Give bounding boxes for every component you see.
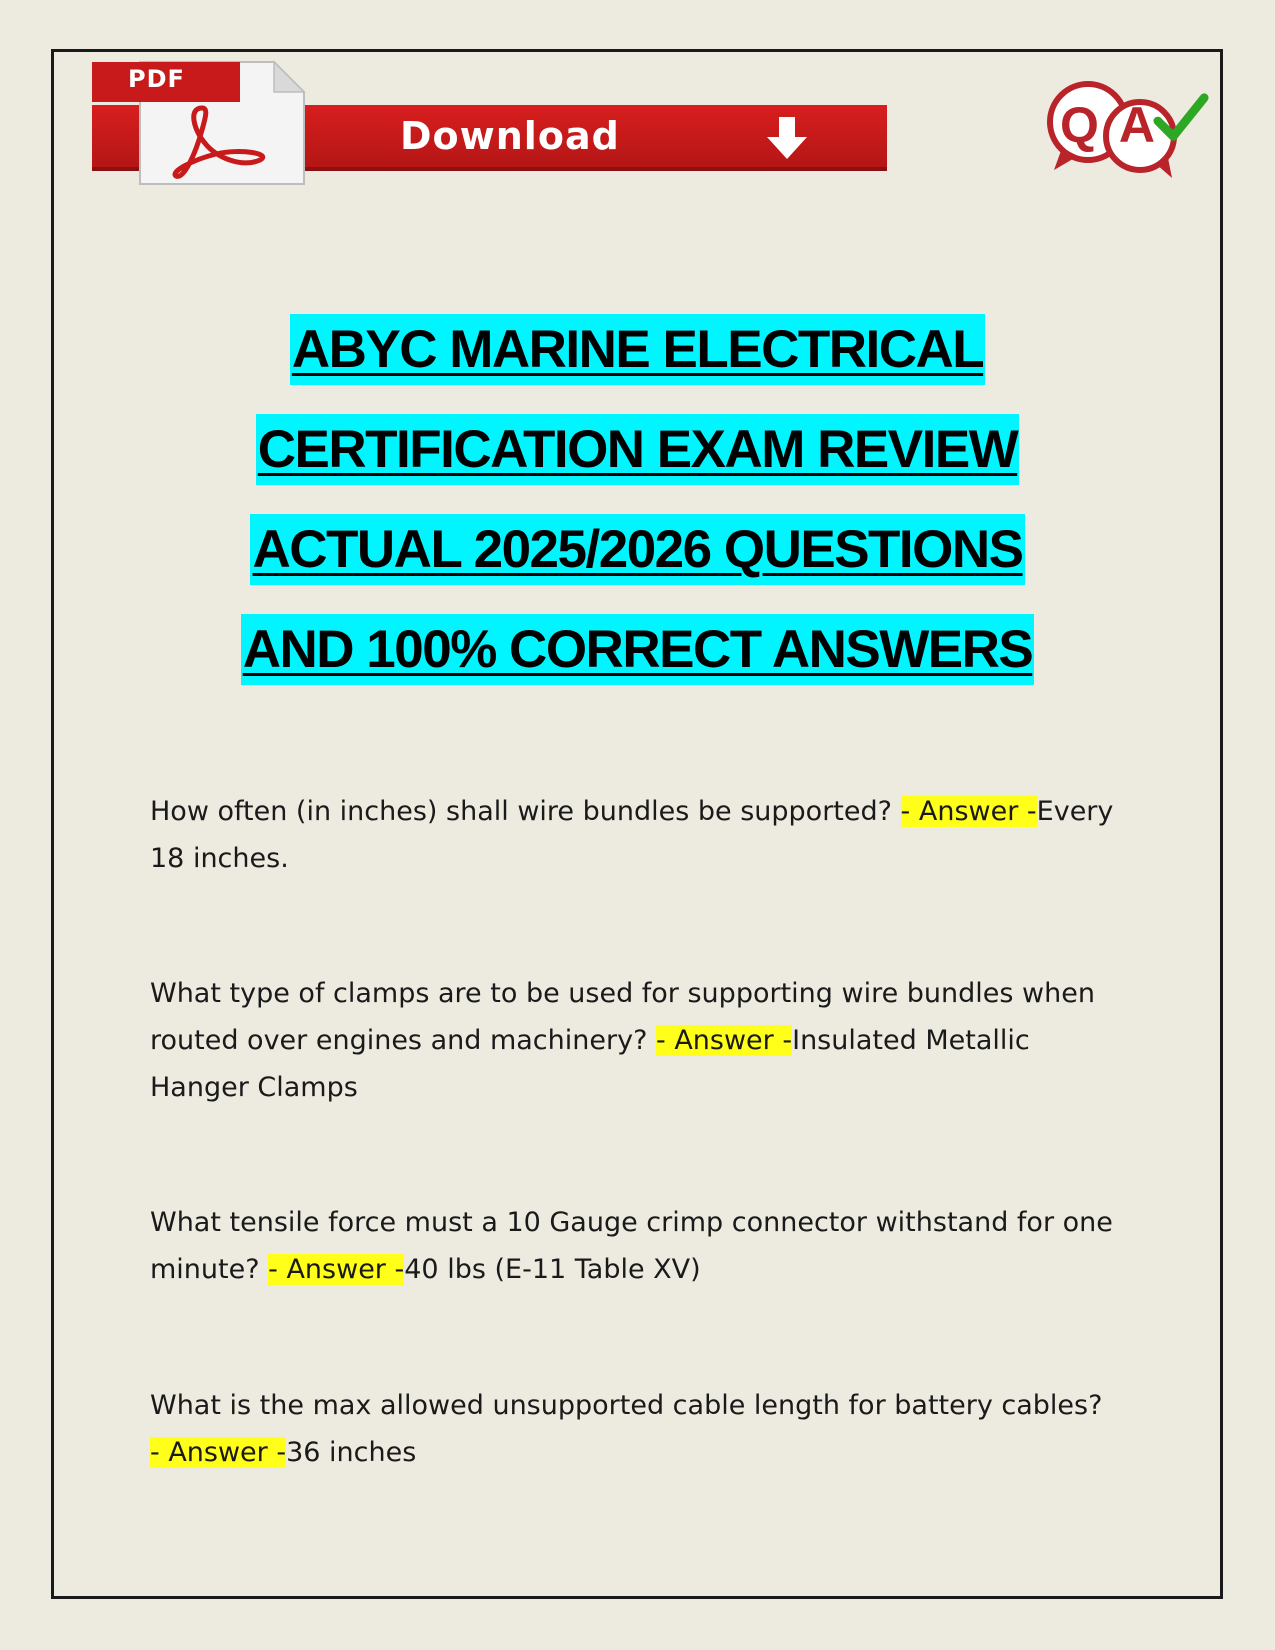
answer-text: Insulated Metallic Hanger Clamps — [150, 1025, 1030, 1103]
answer-marker: - Answer - — [900, 796, 1037, 827]
qa-logo — [1040, 76, 1210, 180]
document-title — [60, 300, 1215, 700]
question-text: What tensile force must a 10 Gauge crimp connector withstand for one minute? — [150, 1207, 1113, 1285]
title-line: ACTUAL 2025/2026 QUESTIONS — [60, 500, 1215, 600]
download-label: Download — [400, 114, 620, 158]
answer-marker: - Answer - — [656, 1025, 793, 1056]
qa-item — [150, 788, 1120, 882]
title-line: CERTIFICATION EXAM REVIEW — [60, 400, 1215, 500]
answer-marker: - Answer - — [150, 1437, 287, 1468]
arrow-down-icon — [762, 113, 812, 163]
pdf-badge: PDF — [128, 65, 185, 93]
answer-text: 36 inches — [286, 1437, 417, 1468]
answer-text: Every 18 inches. — [150, 796, 1114, 874]
title-line: ABYC MARINE ELECTRICAL — [60, 300, 1215, 400]
question-text: What type of clamps are to be used for supporting wire bundles when routed over engines and machinery? — [150, 978, 1095, 1056]
qa-item — [150, 1382, 1120, 1476]
question-text: How often (in inches) shall wire bundles be supported? — [150, 796, 901, 827]
check-mark-icon — [1152, 90, 1210, 148]
answer-text: 40 lbs (E-11 Table XV) — [404, 1254, 701, 1285]
answer-marker: - Answer - — [268, 1254, 405, 1285]
qa-item — [150, 1199, 1120, 1293]
question-text: What is the max allowed unsupported cable length for battery cables? — [150, 1390, 1103, 1421]
title-line: AND 100% CORRECT ANSWERS — [60, 600, 1215, 700]
logo-letters: QA — [1060, 97, 1175, 153]
qa-item — [150, 970, 1120, 1111]
download-banner[interactable] — [92, 60, 887, 186]
pdf-file-icon — [92, 60, 312, 186]
